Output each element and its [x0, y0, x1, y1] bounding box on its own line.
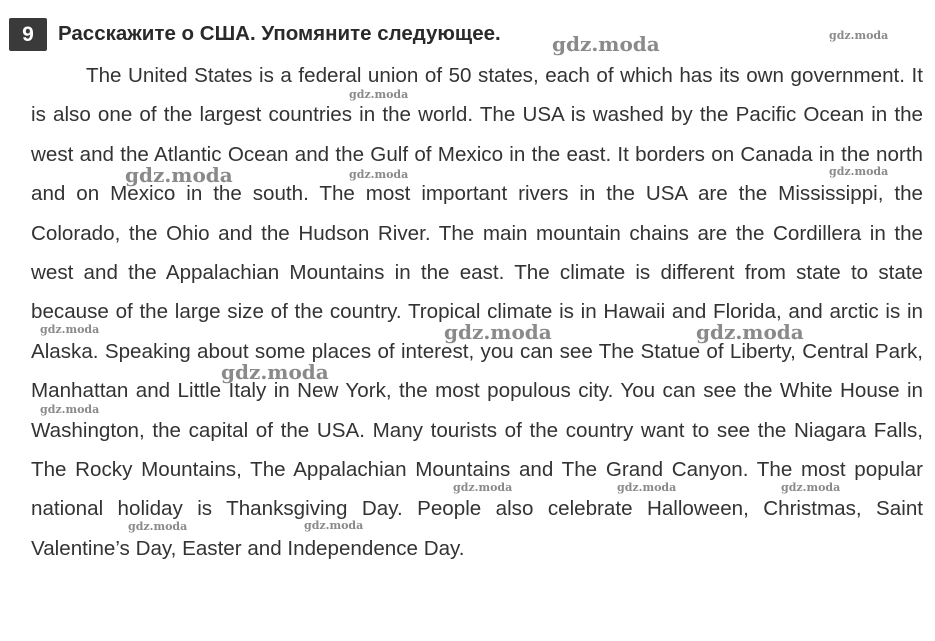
watermark: gdz.moda: [304, 519, 364, 532]
task-number-badge: 9: [9, 18, 47, 51]
body-paragraph: The United States is a federal union of 50 states, each of which has its own government. It is also one of the largest countries in the world. The USA is washed by the Pacific Ocean in the west and the Atlantic Ocean and the Gulf of Mexico in the east. It borders on Canada in the north and on Mexico in the south. The most important rivers in the USA are the Mississippi, the Colorado, the Ohio and the Hudson River. The main mountain chains are the Cordillera in the west and the Appalachian Mountains in the east. The climate is different from state to state because of the large size of the country. Tropical climate is in Hawaii and Florida, and arctic is in Alaska. Speaking about some places of interest, you can see The Statue of Liberty, Central Park, Manhattan and Little Italy in New York, the most populous city. You can see the White House in Washington, the capital of the USA. Many tourists of the country want to see the Niagara Falls, The Rocky Mountains, The Appalachian Mountains and The Grand Canyon. The most popular national holiday is Thanksgiving Day. People also celebrate Halloween, Christmas, Saint Valentine’s Day, Easter and Independence Day.: [31, 64, 923, 560]
watermark: gdz.moda: [552, 32, 660, 56]
watermark: gdz.moda: [781, 481, 841, 494]
watermark: gdz.moda: [444, 320, 552, 344]
watermark: gdz.moda: [617, 481, 677, 494]
watermark: gdz.moda: [829, 29, 889, 42]
watermark: gdz.moda: [40, 323, 100, 336]
watermark: gdz.moda: [696, 320, 804, 344]
watermark: gdz.moda: [125, 163, 233, 187]
watermark: gdz.moda: [128, 520, 188, 533]
watermark: gdz.moda: [40, 403, 100, 416]
task-title: Расскажите о США. Упомяните следующее.: [58, 22, 501, 45]
watermark: gdz.moda: [349, 168, 409, 181]
watermark: gdz.moda: [349, 88, 409, 101]
watermark: gdz.moda: [221, 360, 329, 384]
watermark: gdz.moda: [829, 165, 889, 178]
watermark: gdz.moda: [453, 481, 513, 494]
